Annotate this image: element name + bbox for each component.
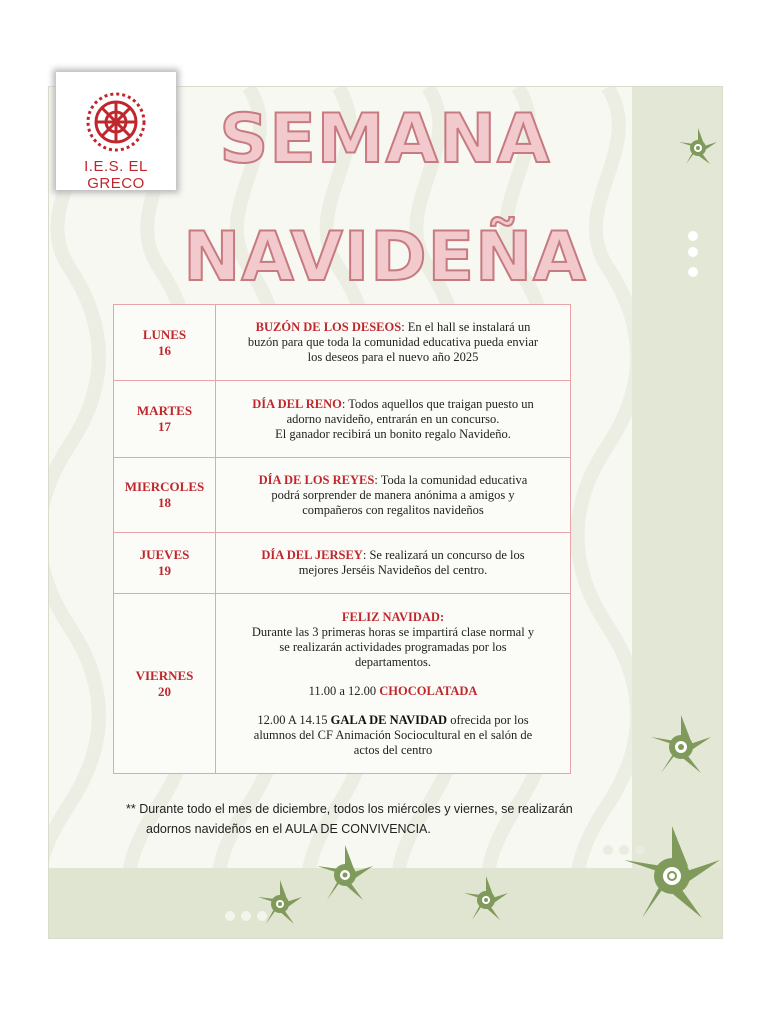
activity-cell <box>216 305 571 381</box>
activity-title: BUZÓN DE LOS DESEOS <box>255 320 402 334</box>
activity-text: alumnos del CF Animación Sociocultural en el salón de <box>253 727 533 742</box>
decorative-dots <box>685 228 701 288</box>
day-date: 17 <box>158 419 171 434</box>
page-title-line2: NAVIDEÑA <box>183 218 587 297</box>
activity-text: buzón para que toda la comunidad educativa pueda enviar <box>247 335 539 349</box>
flower-icon <box>312 842 378 908</box>
flower-icon <box>676 126 720 170</box>
activity-text: : Todos aquellos que traigan puesto un <box>341 396 534 411</box>
flower-icon <box>646 712 716 782</box>
activity-text: : En el hall se instalará un <box>401 320 531 334</box>
flower-icon <box>460 874 512 926</box>
gala-time: 12.00 A 14.15 <box>257 712 328 727</box>
day-name: LUNES <box>142 326 187 342</box>
day-cell <box>114 594 216 774</box>
table-row <box>114 305 571 381</box>
activity-text: adorno navideño, entrarán en un concurso. <box>286 411 500 426</box>
activity-text: ofrecida por los <box>450 712 529 727</box>
activity-text: se realizarán actividades programadas por los <box>279 639 507 654</box>
activity-text: compañeros con regalitos navideños <box>302 502 484 517</box>
logo-wheel-icon <box>78 86 154 158</box>
day-cell <box>114 381 216 458</box>
activity-title: DÍA DEL JERSEY <box>261 548 363 562</box>
activity-text: El ganador recibirá un bonito regalo Navideño. <box>275 426 511 441</box>
school-logo <box>56 72 176 190</box>
chocolatada-time: 11.00 a 12.00 <box>308 683 377 698</box>
day-name: MIERCOLES <box>124 479 205 494</box>
flower-icon <box>254 878 306 930</box>
day-cell <box>114 458 216 533</box>
day-date: 20 <box>158 683 171 699</box>
logo-text: I.E.S. EL GRECO <box>84 158 148 192</box>
table-row <box>114 381 571 458</box>
activity-text: : Se realizará un concurso de los <box>362 548 525 562</box>
chocolatada-label: CHOCOLATADA <box>379 683 478 698</box>
day-name: JUEVES <box>139 547 190 562</box>
activity-text: Durante las 3 primeras horas se impartirá clase normal y <box>251 624 535 639</box>
day-date: 18 <box>158 495 171 510</box>
activity-text: mejores Jerséis Navideños del centro. <box>298 563 488 577</box>
flower-icon <box>618 822 726 930</box>
activity-text: podrá sorprender de manera anónima a amigos y <box>271 487 515 502</box>
schedule-table <box>113 304 571 774</box>
gala-label: GALA DE NAVIDAD <box>330 712 448 727</box>
activity-text: los deseos para el nuevo año 2025 <box>307 350 479 364</box>
day-cell <box>114 305 216 381</box>
activity-cell <box>216 381 571 458</box>
footnote-line: adornos navideños en el AULA DE CONVIVENCIA. <box>146 822 431 836</box>
activity-title: DÍA DEL RENO <box>252 396 342 411</box>
activity-title: FELIZ NAVIDAD: <box>341 609 445 624</box>
day-date: 19 <box>158 563 171 578</box>
footnote-line: ** Durante todo el mes de diciembre, todos los miércoles y viernes, se realizarán <box>126 802 573 816</box>
day-name: VIERNES <box>135 667 194 683</box>
activity-text: : Toda la comunidad educativa <box>374 472 528 487</box>
footnote <box>126 799 596 839</box>
activity-text: departamentos. <box>354 654 431 669</box>
activity-cell <box>216 594 571 774</box>
table-row <box>114 533 571 594</box>
activity-title: DÍA DE LOS REYES <box>258 472 375 487</box>
day-name: MARTES <box>136 403 193 418</box>
activity-cell <box>216 533 571 594</box>
page-title-line1: SEMANA <box>219 100 551 179</box>
activity-text: actos del centro <box>353 742 433 757</box>
day-cell <box>114 533 216 594</box>
table-row <box>114 458 571 533</box>
day-date: 16 <box>158 342 171 358</box>
activity-cell <box>216 458 571 533</box>
table-row <box>114 594 571 774</box>
right-green-strip <box>632 87 722 938</box>
